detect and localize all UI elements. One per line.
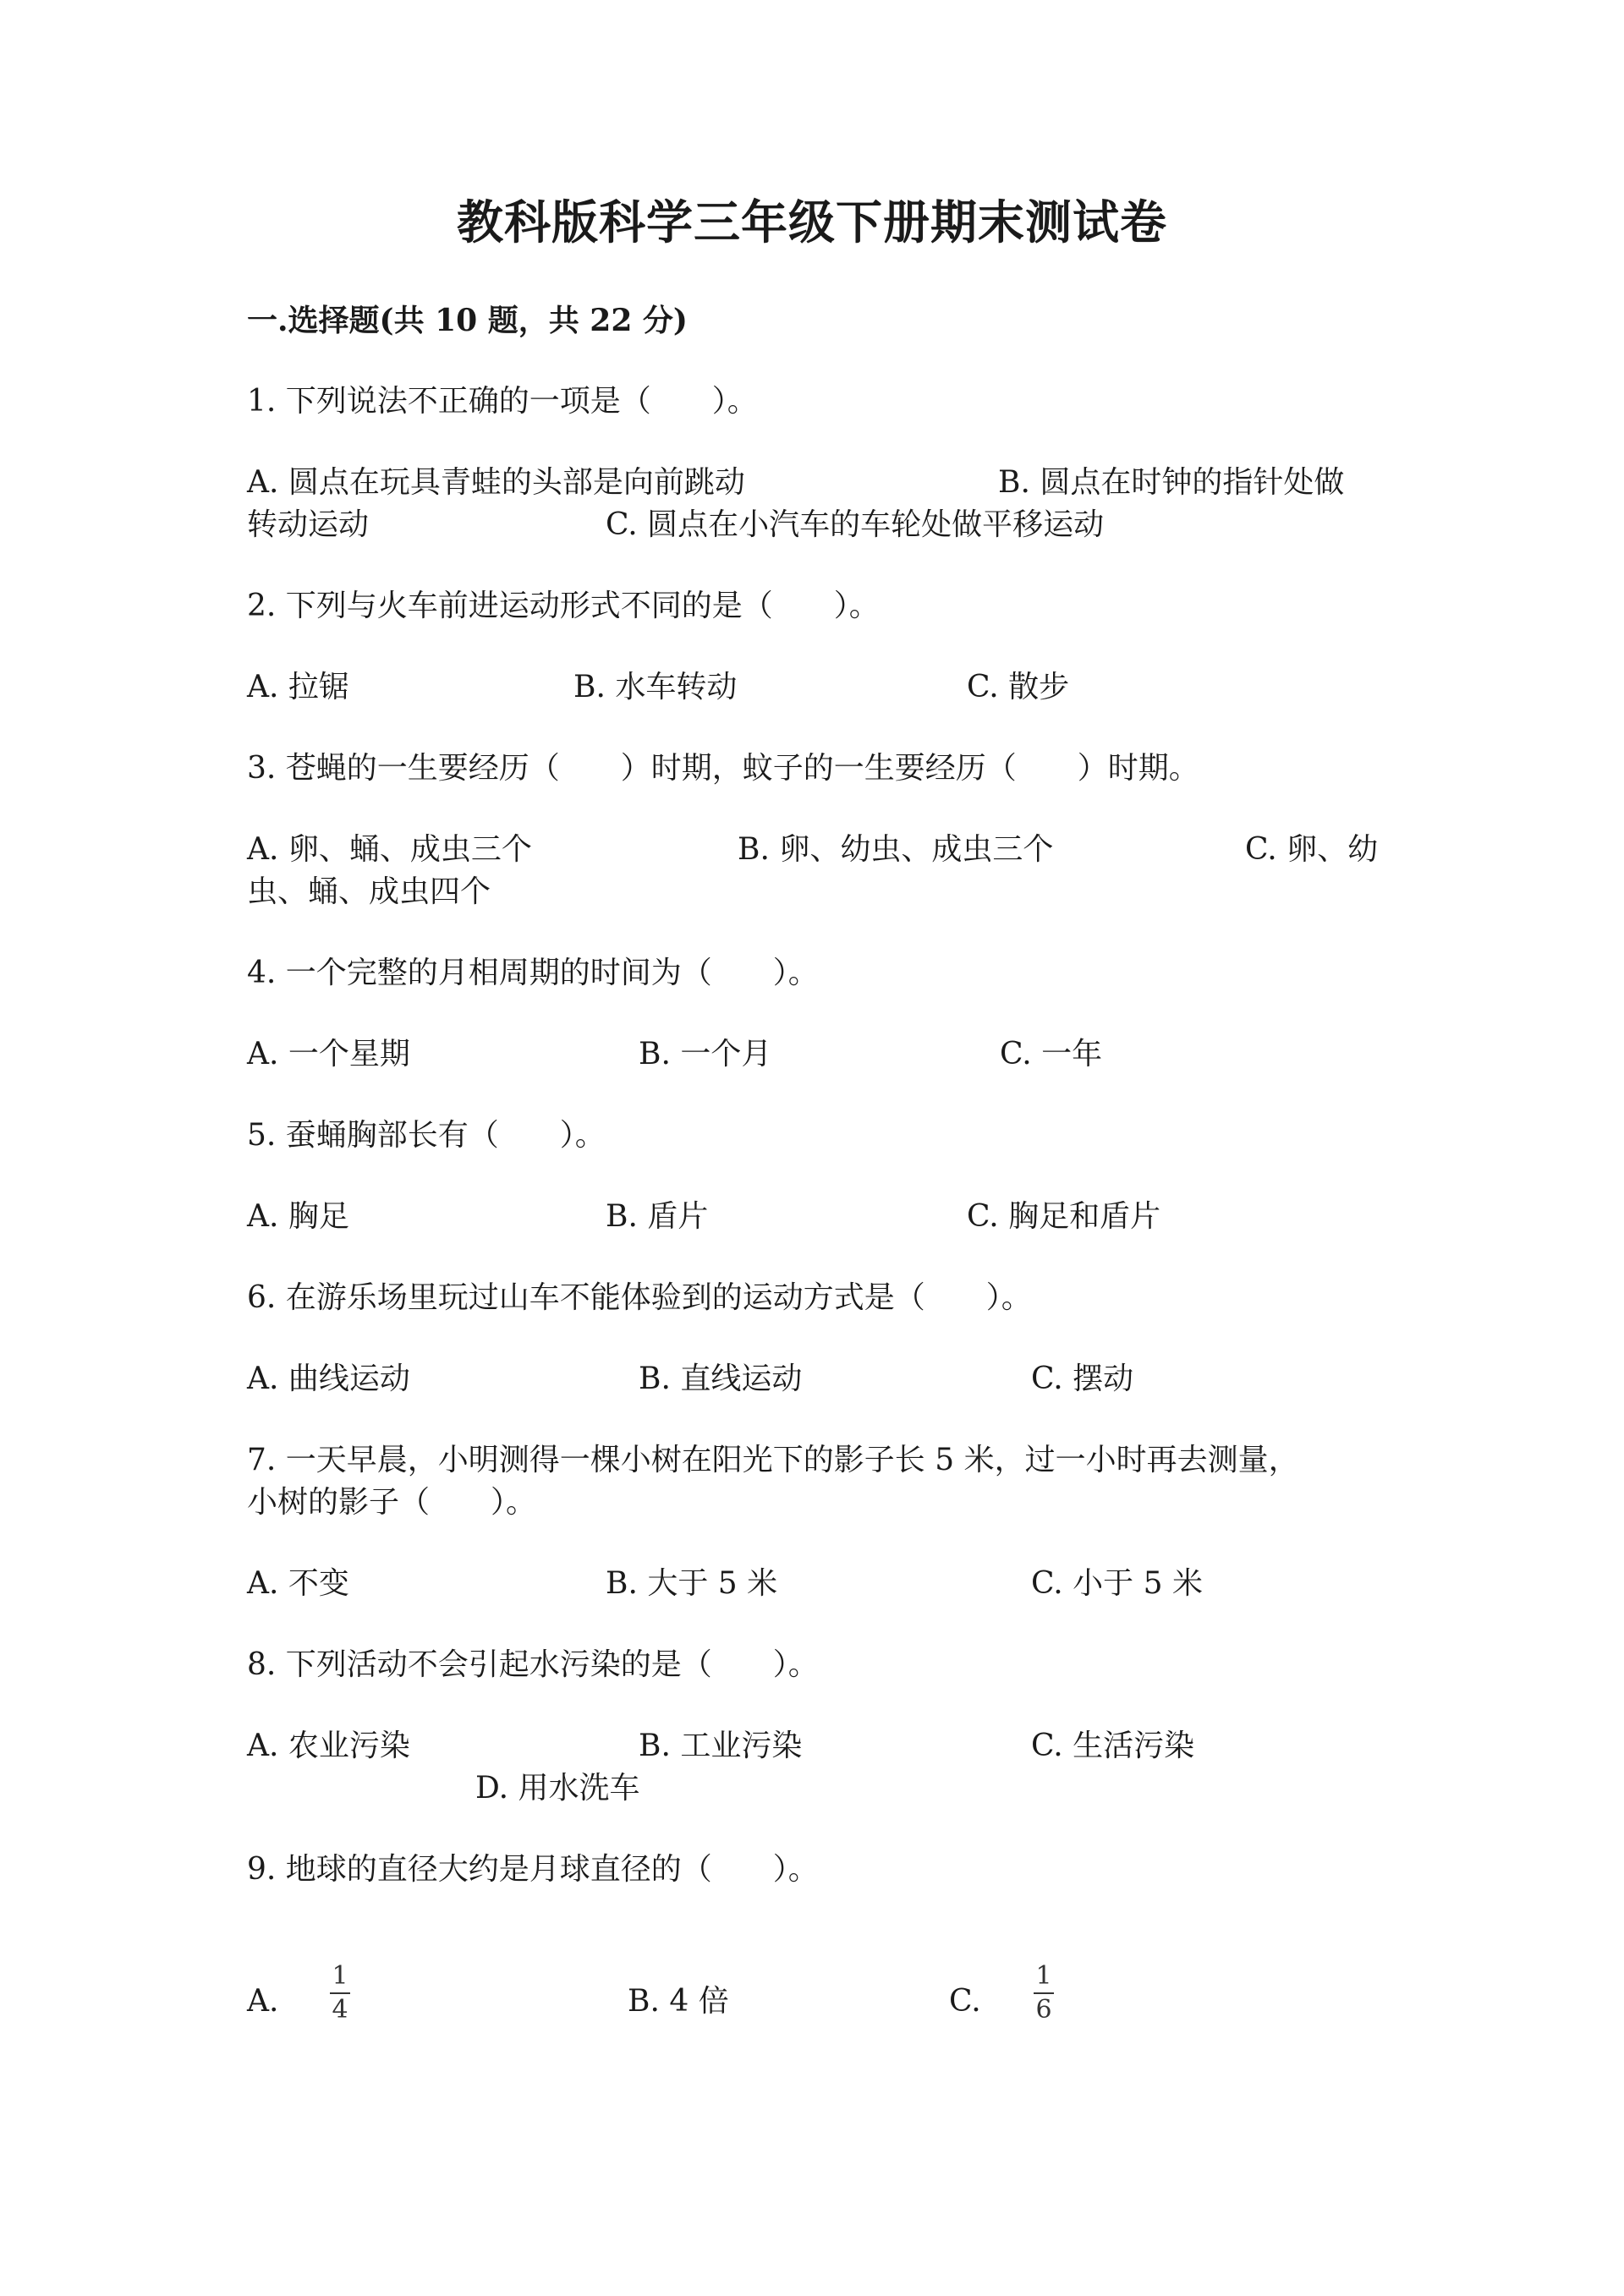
question-7-stem: 7. 一天早晨，小明测得一棵小树在阳光下的影子长 5 米，过一小时再去测量， (247, 1443, 1299, 1477)
question-8-option-d: D. 用水洗车 (475, 1771, 640, 1806)
fraction-denominator: 4 (332, 1995, 348, 2025)
question-6-option-a: A. 曲线运动 (247, 1362, 410, 1396)
question-4-option-c: C. 一年 (1000, 1037, 1103, 1071)
question-9-option-b: B. 4 倍 (628, 1984, 729, 2019)
question-3-option-b: B. 卵、幼虫、成虫三个 (738, 832, 1054, 867)
question-7-option-b: B. 大于 5 米 (606, 1566, 778, 1601)
question-2-option-a: A. 拉锯 (247, 670, 349, 704)
question-9-stem: 9. 地球的直径大约是月球直径的（ ）。 (247, 1852, 819, 1887)
question-4-stem: 4. 一个完整的月相周期的时间为（ ）。 (247, 956, 819, 990)
question-8-option-a: A. 农业污染 (247, 1729, 410, 1763)
question-4-option-a: A. 一个星期 (247, 1037, 410, 1071)
question-8-stem: 8. 下列活动不会引起水污染的是（ ）。 (247, 1647, 819, 1682)
question-3-option-c: C. 卵、幼 (1245, 832, 1379, 867)
question-1-option-c: C. 圆点在小汽车的车轮处做平移运动 (606, 507, 1105, 542)
question-2-stem: 2. 下列与火车前进运动形式不同的是（ ）。 (247, 589, 880, 623)
question-1-option-b-cont: 转动运动 (247, 507, 370, 542)
question-5-option-b: B. 盾片 (606, 1199, 709, 1234)
question-3-stem: 3. 苍蝇的一生要经历（ ）时期，蚊子的一生要经历（ ）时期。 (247, 751, 1199, 786)
question-6-option-b: B. 直线运动 (639, 1362, 803, 1396)
question-7-option-c: C. 小于 5 米 (1031, 1566, 1203, 1601)
question-7-option-a: A. 不变 (247, 1566, 349, 1601)
question-9-option-c-label: C. (949, 1984, 981, 2019)
fraction-bar (330, 1992, 350, 1994)
question-3-option-c-cont: 虫、蛹、成虫四个 (247, 874, 491, 909)
question-8-option-c: C. 生活污染 (1031, 1729, 1195, 1763)
question-6-option-c: C. 摆动 (1031, 1362, 1134, 1396)
question-3-option-a: A. 卵、蛹、成虫三个 (247, 832, 532, 867)
question-9-option-a-label: A. (247, 1984, 279, 2019)
fraction-numerator: 1 (332, 1961, 348, 1991)
section-heading: 一.选择题(共 10 题，共 22 分) (247, 303, 688, 338)
question-5-option-a: A. 胸足 (247, 1199, 349, 1234)
question-7-stem-cont: 小树的影子（ ）。 (247, 1485, 537, 1520)
question-4-option-b: B. 一个月 (639, 1037, 772, 1071)
question-9-option-a-fraction (323, 1962, 357, 2025)
question-9-option-c-fraction (1027, 1962, 1061, 2025)
question-5-stem: 5. 蚕蛹胸部长有（ ）。 (247, 1118, 606, 1153)
fraction-denominator: 6 (1035, 1995, 1052, 2025)
question-2-option-c: C. 散步 (967, 670, 1070, 704)
question-1-stem: 1. 下列说法不正确的一项是（ ）。 (247, 384, 758, 419)
question-1-option-b: B. 圆点在时钟的指针处做 (998, 465, 1345, 500)
fraction-numerator: 1 (1035, 1961, 1052, 1991)
question-8-option-b: B. 工业污染 (639, 1729, 803, 1763)
question-2-option-b: B. 水车转动 (573, 670, 738, 704)
question-6-stem: 6. 在游乐场里玩过山车不能体验到的运动方式是（ ）。 (247, 1280, 1032, 1315)
question-5-option-c: C. 胸足和盾片 (967, 1199, 1161, 1234)
fraction-bar (1034, 1992, 1054, 1994)
question-1-option-a: A. 圆点在玩具青蛙的头部是向前跳动 (247, 465, 745, 500)
page-title: 教科版科学三年级下册期末测试卷 (456, 195, 1167, 249)
